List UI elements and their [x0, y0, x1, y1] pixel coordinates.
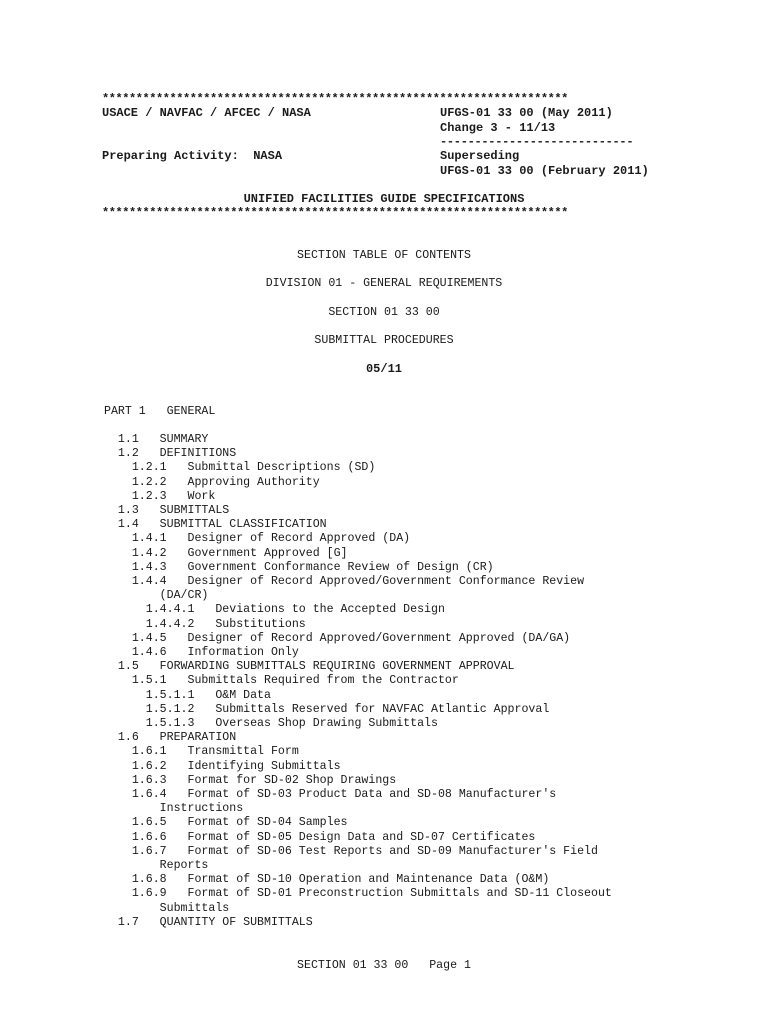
part-heading: PART 1 GENERAL: [104, 405, 216, 418]
toc-entry: 1.6.9 Format of SD-01 Preconstruction Submittals and SD-11 Closeout: [104, 887, 612, 901]
asterisk-rule-top: *********************************************************************: [102, 92, 568, 106]
toc-entry: 1.6 PREPARATION: [104, 731, 237, 745]
toc-entry: 1.2 DEFINITIONS: [104, 447, 237, 461]
section-heading: SECTION 01 33 00: [328, 306, 440, 319]
superseding-label: Superseding: [440, 149, 520, 163]
toc-entry: 1.6.2 Identifying Submittals: [104, 759, 341, 773]
toc-entry: 1.2.1 Submittal Descriptions (SD): [104, 461, 376, 475]
toc-entry: 1.6.8 Format of SD-10 Operation and Maintenance Data (O&M): [104, 873, 550, 887]
toc-entry: 1.3 SUBMITTALS: [104, 504, 230, 517]
toc-entry: 1.4.6 Information Only: [104, 646, 299, 659]
dash-rule: ----------------------------: [440, 135, 634, 149]
toc-heading: SECTION TABLE OF CONTENTS: [297, 249, 471, 262]
toc-entry: 1.5.1 Submittals Required from the Contractor: [104, 674, 459, 688]
toc-entry: 1.4.4.1 Deviations to the Accepted Design: [104, 603, 445, 617]
toc-entry: Reports: [104, 859, 209, 872]
document-title: UNIFIED FACILITIES GUIDE SPECIFICATIONS: [243, 192, 525, 206]
toc-entry: 1.6.6 Format of SD-05 Design Data and SD-07 Certificates: [104, 830, 536, 844]
page-footer: SECTION 01 33 00 Page 1: [297, 959, 471, 972]
section-date: 05/11: [365, 362, 402, 376]
preparing-activity: Preparing Activity: NASA: [102, 149, 283, 163]
toc-entry: 1.5.1.3 Overseas Shop Drawing Submittals: [104, 717, 438, 730]
toc-entry: 1.5.1.2 Submittals Reserved for NAVFAC Atlantic Approval: [104, 702, 550, 716]
toc-entry: (DA/CR): [104, 589, 209, 603]
toc-entry: 1.6.1 Transmittal Form: [104, 745, 299, 759]
toc-entry: 1.5 FORWARDING SUBMITTALS REQUIRING GOVERNMENT APPROVAL: [104, 660, 515, 674]
toc-entry: 1.2.2 Approving Authority: [104, 475, 320, 489]
toc-entry: 1.7 QUANTITY OF SUBMITTALS: [104, 915, 313, 929]
toc-entry: 1.4.2 Government Approved [G]: [104, 546, 348, 560]
division-heading: DIVISION 01 - GENERAL REQUIREMENTS: [265, 277, 503, 290]
agencies-line: USACE / NAVFAC / AFCEC / NASA: [102, 106, 311, 120]
toc-entry: Instructions: [104, 802, 244, 816]
toc-entry: 1.4.1 Designer of Record Approved (DA): [104, 532, 411, 546]
toc-entry: 1.2.3 Work: [104, 489, 216, 503]
toc-entry: 1.6.3 Format for SD-02 Shop Drawings: [104, 773, 397, 787]
toc-entry: 1.5.1.1 O&M Data: [104, 688, 271, 702]
toc-entry: 1.6.7 Format of SD-06 Test Reports and SD-09 Manufacturer's Field: [104, 844, 598, 858]
toc-entry: 1.4.4.2 Substitutions: [104, 617, 306, 631]
toc-entry: 1.4.3 Government Conformance Review of Design (CR): [104, 560, 494, 574]
toc-entry: 1.4.5 Designer of Record Approved/Government Approved (DA/GA): [104, 631, 571, 645]
ufgs-id: UFGS-01 33 00 (May 2011): [440, 106, 613, 120]
toc-entry: 1.6.5 Format of SD-04 Samples: [104, 816, 348, 830]
toc-entry: 1.1 SUMMARY: [104, 433, 209, 446]
toc-entry: Submittals: [104, 901, 230, 915]
toc-entry: 1.6.4 Format of SD-03 Product Data and SD-08 Manufacturer's: [104, 788, 557, 801]
section-name: SUBMITTAL PROCEDURES: [314, 334, 454, 347]
change-line: Change 3 - 11/13: [440, 121, 556, 135]
toc-entry: 1.4.4 Designer of Record Approved/Government Conformance Review: [104, 575, 585, 588]
toc-entry: 1.4 SUBMITTAL CLASSIFICATION: [104, 518, 327, 532]
superseded-id: UFGS-01 33 00 (February 2011): [440, 164, 649, 178]
asterisk-rule-bottom: *********************************************************************: [102, 206, 568, 220]
